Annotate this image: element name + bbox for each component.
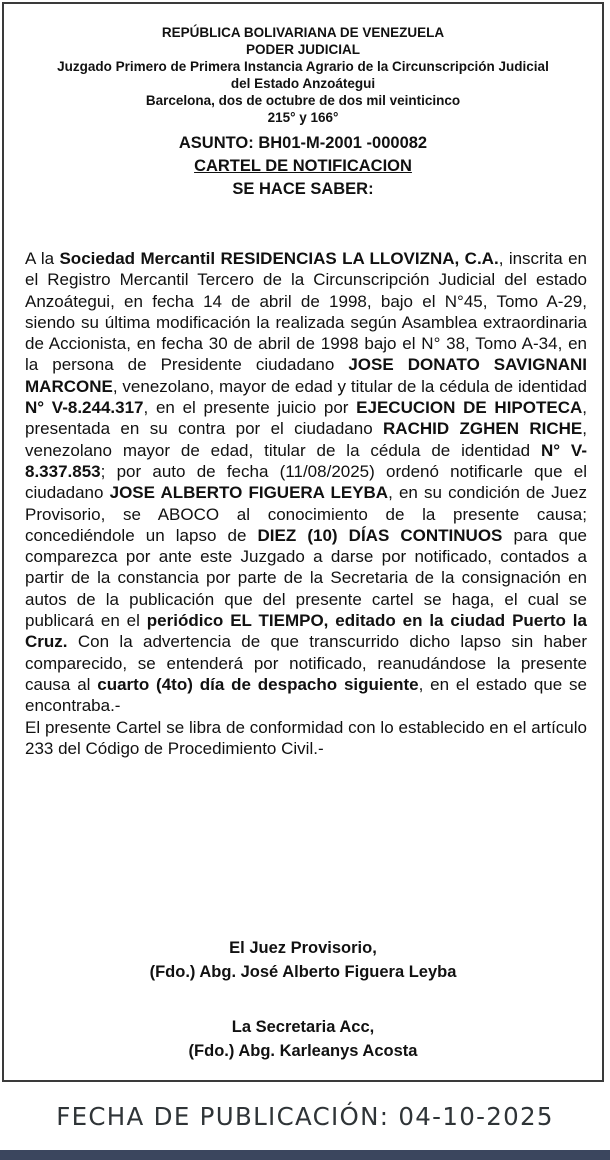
body-text-span: A la <box>25 249 60 268</box>
case-number: ASUNTO: BH01-M-2001 -000082 <box>178 134 428 152</box>
notice-paragraph-main <box>25 248 587 717</box>
header-years: 215° y 166° <box>267 110 339 125</box>
body-text-span: , en su condición de Juez Provisorio, se ABOCO al conocimiento de la presente causa; concediéndole un lapso de <box>25 483 588 545</box>
body-text-span: , venezolano, mayor de edad y titular de la cédula de identidad <box>112 376 587 396</box>
judge-title: El Juez Provisorio, <box>229 939 377 957</box>
judge-name: (Fdo.) Abg. José Alberto Figuera Leyba <box>149 963 457 981</box>
judge-signature <box>4 936 602 984</box>
secretary-name: (Fdo.) Abg. Karleanys Acosta <box>188 1042 418 1060</box>
body-text-span: , venezolano mayor de edad, titular de la cédula de identidad <box>25 419 587 460</box>
body-text-span: , en el presente juicio por <box>143 398 357 418</box>
deadline-period: DIEZ (10) DÍAS CONTINUOS <box>257 525 503 545</box>
publication-date: FECHA DE PUBLICACIÓN: 04-10-2025 <box>56 1102 554 1131</box>
case-type: EJECUCION DE HIPOTECA <box>356 398 583 418</box>
secretary-signature <box>4 1015 602 1063</box>
body-text-span: , presentada en su contra por el ciudadano <box>25 398 587 439</box>
notice-heading: SE HACE SABER: <box>232 180 374 198</box>
footer-bar <box>0 1150 610 1160</box>
resume-day: cuarto (4to) día de despacho siguiente <box>97 674 419 694</box>
body-text-span: Con la advertencia de que transcurrido dicho lapso sin haber comparecido, se entenderá por notificado, reanudándose la presente causa al <box>25 632 587 694</box>
legal-notice-box <box>2 2 604 1082</box>
body-text-span: , inscrita en el Registro Mercantil Tercero de la Circunscripción Judicial del estado Anzoátegui, en fecha 14 de abril de 1998, bajo el N°45, Tomo A-29, siendo su última modificación la realizada según Asamblea extraordinaria de Accionista, en fecha 30 de abril de 1998 bajo el N° 38, Tomo A-34, en la persona de Presidente ciudadano <box>25 249 587 375</box>
secretary-title: La Secretaria Acc, <box>231 1018 375 1036</box>
signature-block <box>4 936 602 1094</box>
plaintiff-name: RACHID ZGHEN RICHE <box>383 419 583 439</box>
notice-paragraph-legal-basis: El presente Cartel se libra de conformidad con lo establecido en el artículo 233 del Código de Procedimiento Civil.- <box>25 717 587 758</box>
president-id: N° V-8.244.317 <box>25 398 144 418</box>
plaintiff-id: N° V-8.337.853 <box>25 440 587 481</box>
notice-body <box>25 248 587 759</box>
notice-title: CARTEL DE NOTIFICACION <box>194 157 412 175</box>
company-name: Sociedad Mercantil RESIDENCIAS LA LLOVIZNA, C.A. <box>59 249 499 268</box>
judge-name-inline: JOSE ALBERTO FIGUERA LEYBA <box>109 483 389 503</box>
header-state: del Estado Anzoátegui <box>230 76 376 91</box>
body-text-span: para que comparezca por ante este Juzgado a darse por notificado, contados a partir de la constancia por parte de la Secretaria de la consignación en autos de la publicación que del presente cartel se haga, el cual se publicará en el <box>25 525 587 631</box>
president-name: JOSE DONATO SAVIGNANI MARCONE <box>25 355 587 396</box>
court-header <box>4 24 602 126</box>
subject-block <box>4 132 602 201</box>
header-country: REPÚBLICA BOLIVARIANA DE VENEZUELA <box>161 25 445 40</box>
header-place-date: Barcelona, dos de octubre de dos mil veinticinco <box>145 93 461 108</box>
body-text-span: , en el estado que se encontraba.- <box>25 674 587 716</box>
newspaper-name: periódico EL TIEMPO, editado en la ciudad Puerto la Cruz. <box>25 611 587 652</box>
header-branch: PODER JUDICIAL <box>245 42 360 57</box>
body-text-span: ; por auto de fecha (11/08/2025) ordenó notificarle que el ciudadano <box>25 461 587 503</box>
header-court: Juzgado Primero de Primera Instancia Agrario de la Circunscripción Judicial <box>57 59 549 74</box>
